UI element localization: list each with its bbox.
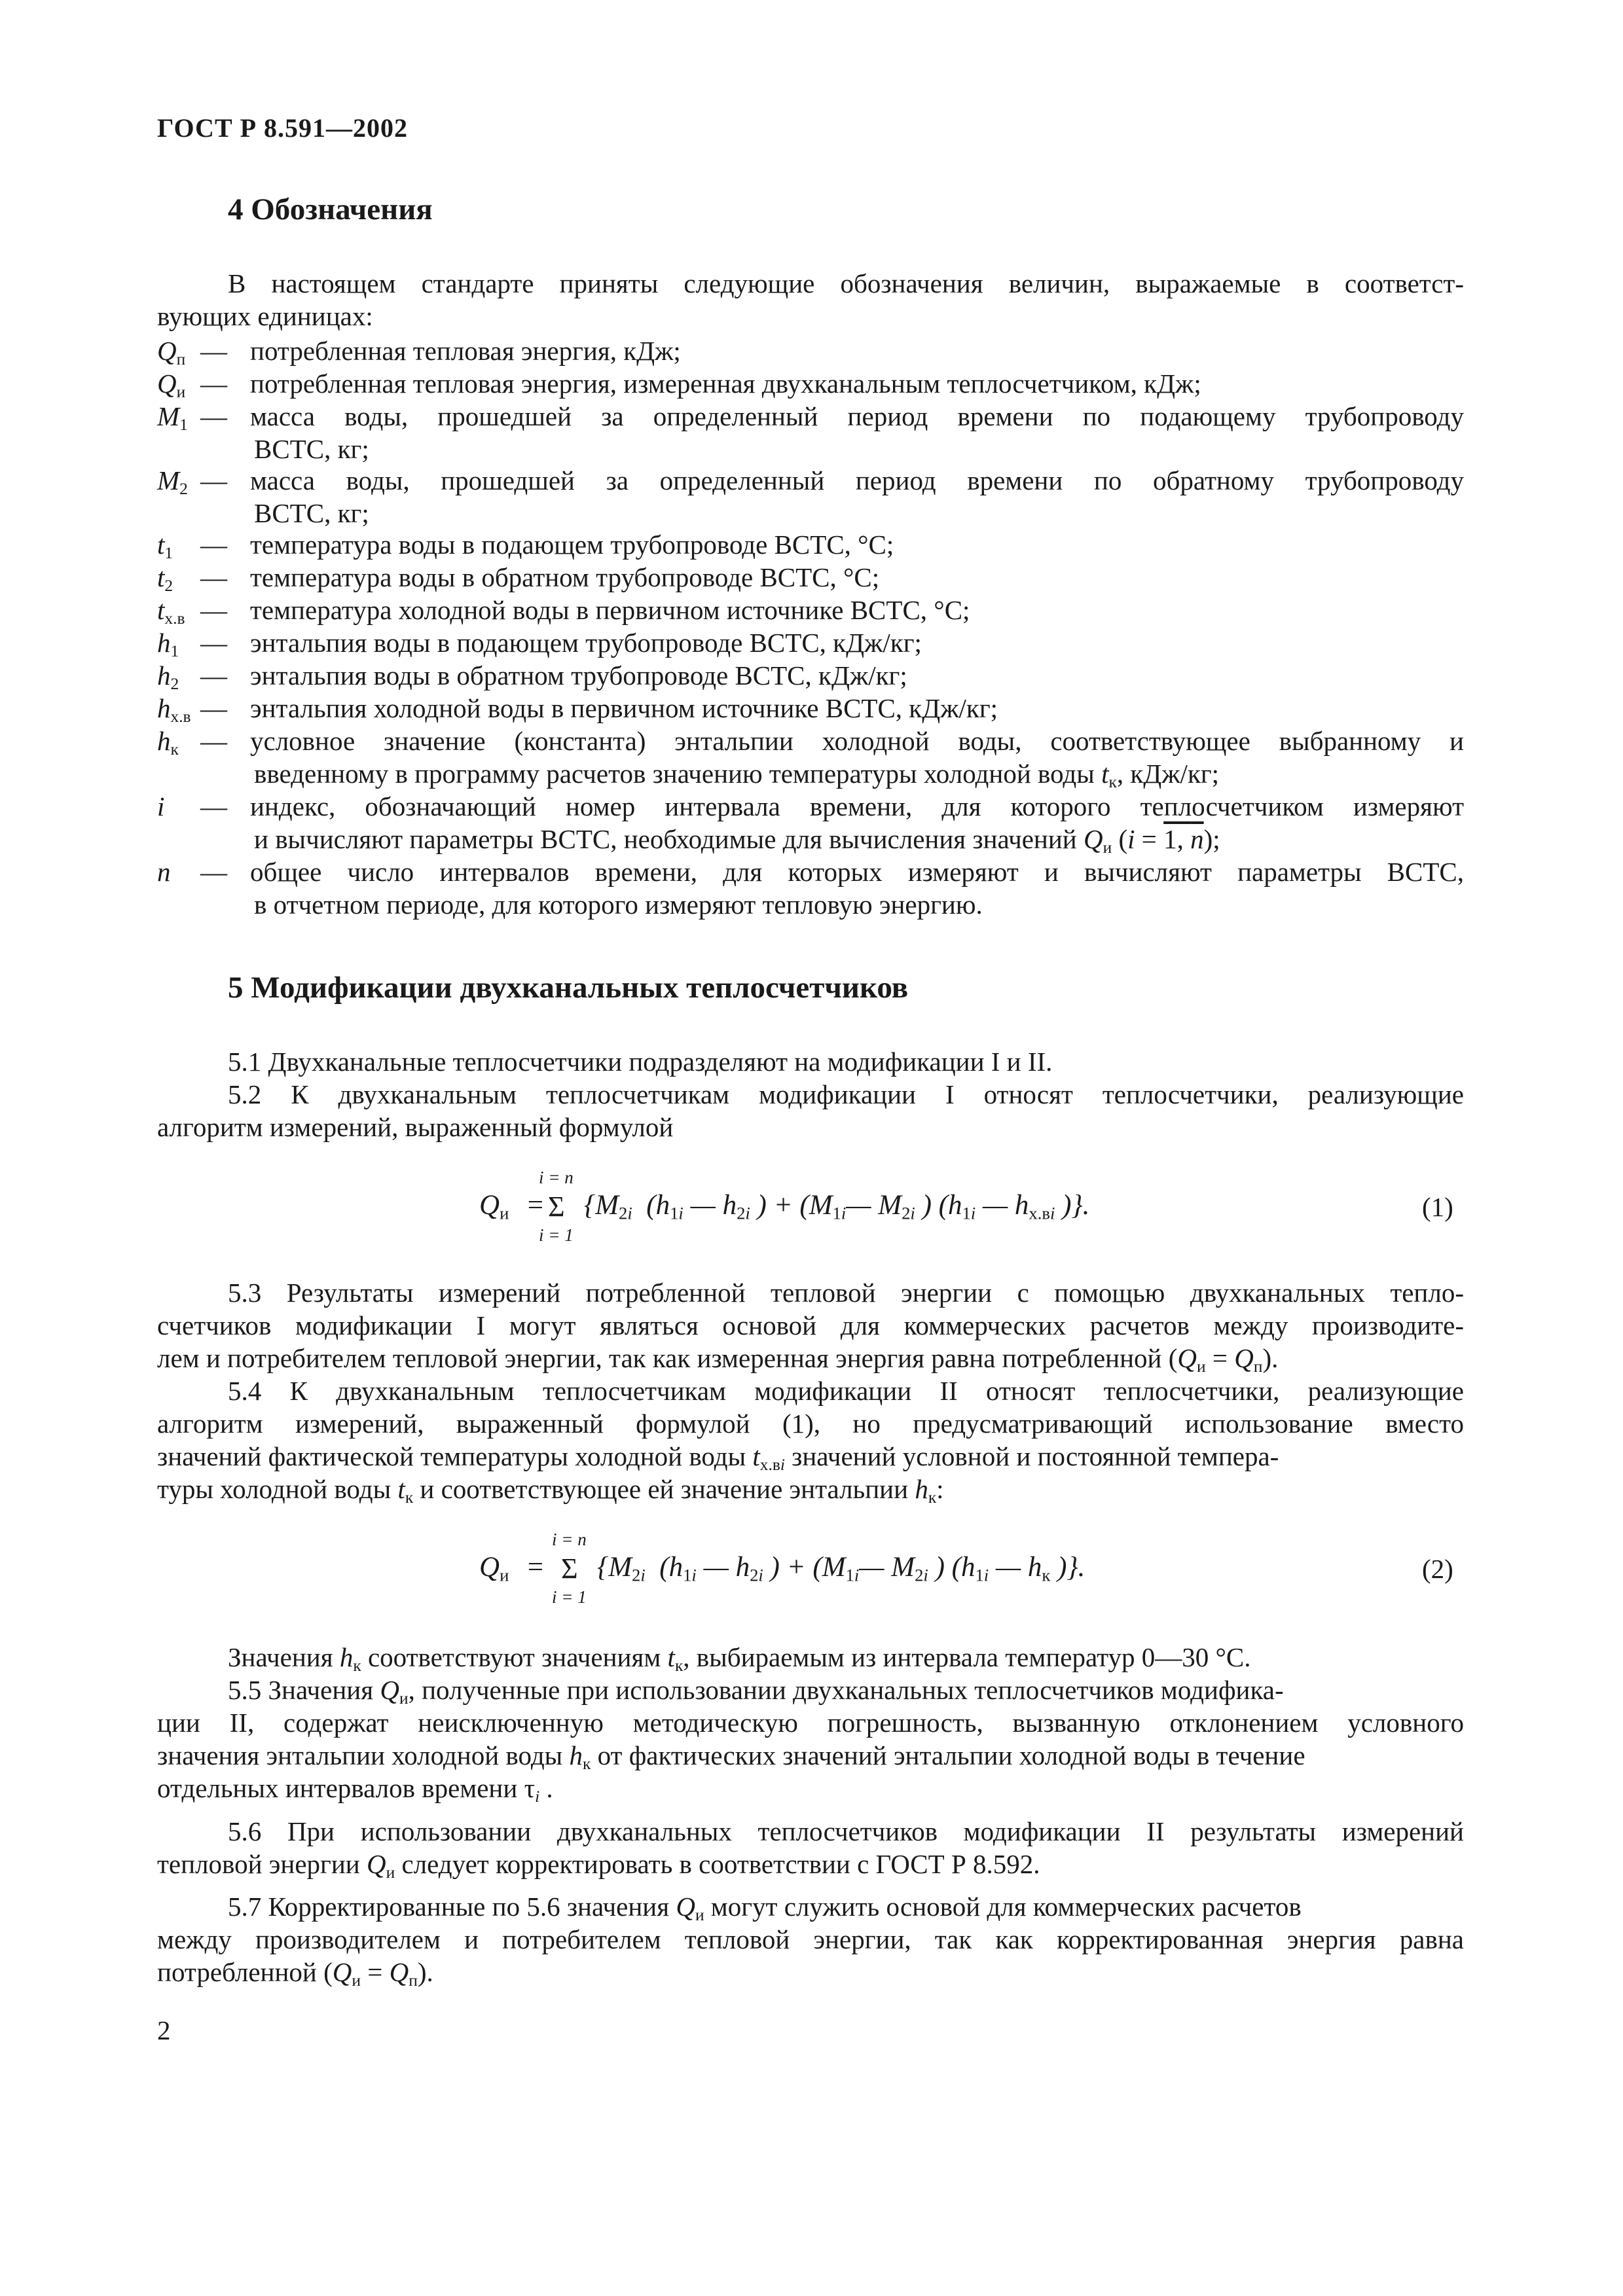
definition-text: индекс, обозначающий номер интервала времени, для которого теплосчетчиком измеряют <box>250 791 1464 821</box>
formula-1-lhs: $Q_и$ <box>479 1190 509 1223</box>
definition-text: энтальпия холодной воды в первичном источнике ВСТС, кДж/кг; <box>250 693 998 723</box>
formula-2-lhs: $Q_и$ <box>479 1552 509 1585</box>
definition-text-continued: введенному в программу расчетов значению температуры холодной воды $t_к$, кДж/кг; <box>254 759 1220 792</box>
definition-dash: — <box>200 726 227 756</box>
paragraph-5-4-line-2: алгоритм измерений, выраженный формулой (1), но предусматривающий использование вместо <box>157 1408 1464 1439</box>
paragraph-5-7-line-2: между производителем и потребителем тепловой энергии, так как корректированная энергия равна <box>157 1924 1464 1954</box>
definition-symbol: $M_2$ <box>157 465 188 499</box>
page-number: 2 <box>157 2015 171 2045</box>
section-4-title: 4 Обозначения <box>228 192 433 226</box>
formula-2-number: (2) <box>1422 1554 1453 1584</box>
section-4-intro-line-1: В настоящем стандарте приняты следующие обозначения величин, выражаемые в соответст- <box>228 268 1464 298</box>
definition-text-continued: в отчетном периоде, для которого измеряют тепловую энергию. <box>254 889 983 920</box>
formula-1-sigma: Σ <box>548 1191 565 1223</box>
formula-2-lower-limit: i = 1 <box>552 1587 587 1607</box>
definition-text: общее число интервалов времени, для которых измеряют и вычисляют параметры ВСТС, <box>250 857 1464 887</box>
paragraph-5-4-line-4: туры холодной воды $t_к$ и соответствующее ей значение энтальпии $h_к$: <box>157 1474 944 1507</box>
definition-dash: — <box>200 401 227 431</box>
definition-dash: — <box>200 529 227 560</box>
definition-dash: — <box>200 857 227 887</box>
definition-text: энтальпия воды в обратном трубопроводе ВСТС, кДж/кг; <box>250 660 907 691</box>
paragraph-5-3-line-3: лем и потребителем тепловой энергии, так как измеренная энергия равна потребленной $(Q_и = Q_п)$. <box>157 1343 1279 1376</box>
formula-2-body: {$M_{2i}$ ($h_{1i}$ — $h_{2i}$ ) + ($M_{1i}—$ $M_{2i}$ ) ($h_{1i}$ — $h_к$ )}. <box>597 1552 1085 1585</box>
formula-1-body: {$M_{2i}$ ($h_{1i}$ — $h_{2i}$ ) + ($M_{1i}—$ $M_{2i}$ ) ($h_{1i}$ — $h_{х.вi}$ )}. <box>584 1190 1090 1223</box>
formula-1-lower-limit: i = 1 <box>539 1225 574 1245</box>
definition-symbol: $h_{х.в}$ <box>157 693 191 726</box>
definition-text: масса воды, прошедшей за определенный период времени по обратному трубопроводу <box>250 465 1464 495</box>
paragraph-hk-values: Значения $h_к$ соответствуют значениям $t_к$, выбираемым из интервала температур 0—30 °С. <box>228 1642 1251 1676</box>
definition-symbol: $M_1$ <box>157 401 188 435</box>
definition-symbol: $Q_и$ <box>157 368 186 402</box>
formula-1-equals: = <box>526 1190 545 1221</box>
paragraph-5-7-line-1: 5.7 Корректированные по 5.6 значения $Q_и$ могут служить основой для коммерческих расчетов <box>228 1892 1302 1925</box>
paragraph-5-5-line-3: значения энтальпии холодной воды $h_к$ от фактических значений энтальпии холодной воды в течение <box>157 1740 1305 1774</box>
paragraph-5-2-line-1: 5.2 К двухканальным теплосчетчикам модификации I относят теплосчетчики, реализующие <box>228 1079 1464 1109</box>
definition-text: температура холодной воды в первичном источнике ВСТС, °С; <box>250 595 970 625</box>
paragraph-5-6-line-2: тепловой энергии $Q_и$ следует корректировать в соответствии с ГОСТ Р 8.592. <box>157 1849 1040 1882</box>
formula-2-sigma: Σ <box>561 1552 578 1585</box>
paragraph-5-3-line-2: счетчиков модификации I могут являться основой для коммерческих расчетов между производите- <box>157 1310 1464 1340</box>
paragraph-5-2-line-2: алгоритм измерений, выраженный формулой <box>157 1112 674 1142</box>
definition-text: условное значение (константа) энтальпии холодной воды, соответствующее выбранному и <box>250 726 1464 756</box>
definition-dash: — <box>200 628 227 658</box>
formula-2-upper-limit: i = n <box>552 1530 587 1549</box>
definition-dash: — <box>200 336 227 366</box>
standard-code: ГОСТ Р 8.591—2002 <box>157 113 409 143</box>
paragraph-5-5-line-1: 5.5 Значения $Q_и$, полученные при использовании двухканальных теплосчетчиков модифика- <box>228 1675 1284 1708</box>
definition-symbol: $Q_п$ <box>157 336 186 369</box>
definition-symbol: $t_1$ <box>157 529 173 563</box>
paragraph-5-3-line-1: 5.3 Результаты измерений потребленной тепловой энергии с помощью двухканальных тепло- <box>228 1278 1464 1308</box>
paragraph-5-4-line-3: значений фактической температуры холодной воды $t_{х.вi}$ значений условной и постоянной темпера- <box>157 1441 1279 1475</box>
definition-symbol: $h_2$ <box>157 660 179 694</box>
definition-text: температура воды в обратном трубопроводе ВСТС, °С; <box>250 562 880 592</box>
definition-dash: — <box>200 595 227 625</box>
section-5-title: 5 Модификации двухканальных теплосчетчиков <box>228 971 909 1005</box>
definition-dash: — <box>200 660 227 691</box>
definition-symbol: $t_{х.в}$ <box>157 595 185 628</box>
definition-text: потребленная тепловая энергия, измеренная двухканальным теплосчетчиком, кДж; <box>250 368 1201 399</box>
definition-symbol: i <box>157 791 165 821</box>
definition-symbol: $t_2$ <box>157 562 173 596</box>
definition-text: температура воды в подающем трубопроводе ВСТС, °С; <box>250 529 894 560</box>
definition-symbol: $h_к$ <box>157 726 179 759</box>
definition-dash: — <box>200 791 227 821</box>
definition-symbol: n <box>157 857 171 887</box>
formula-1-upper-limit: i = n <box>539 1168 574 1187</box>
definition-text: масса воды, прошедшей за определенный период времени по подающему трубопроводу <box>250 401 1464 431</box>
section-4-intro-line-2: вующих единицах: <box>157 301 373 331</box>
definition-text: энтальпия воды в подающем трубопроводе ВСТС, кДж/кг; <box>250 628 922 658</box>
formula-2-equals: = <box>526 1552 545 1583</box>
definition-dash: — <box>200 562 227 592</box>
definition-dash: — <box>200 368 227 399</box>
paragraph-5-7-line-3: потребленной $(Q_и = Q_п)$. <box>157 1957 433 1990</box>
paragraph-5-6-line-1: 5.6 При использовании двухканальных теплосчетчиков модификации II результаты измерений <box>228 1816 1464 1846</box>
definition-dash: — <box>200 693 227 723</box>
definition-text: потребленная тепловая энергия, кДж; <box>250 336 681 366</box>
definition-text-continued: и вычисляют параметры ВСТС, необходимые для вычисления значений $Q_и$ (i = 1, n); <box>254 824 1220 857</box>
paragraph-5-4-line-1: 5.4 К двухканальным теплосчетчикам модификации II относят теплосчетчики, реализующие <box>228 1376 1464 1406</box>
definition-text-continued: ВСТС, кг; <box>254 434 369 464</box>
paragraph-5-1: 5.1 Двухканальные теплосчетчики подразделяют на модификации I и II. <box>228 1047 1053 1077</box>
definition-dash: — <box>200 465 227 495</box>
paragraph-5-5-line-4: отдельных интервалов времени $\tau_i$ . <box>157 1773 553 1806</box>
paragraph-5-5-line-2: ции II, содержат неисключенную методическую погрешность, вызванную отклонением условного <box>157 1708 1464 1738</box>
formula-1-number: (1) <box>1422 1192 1453 1222</box>
definition-text-continued: ВСТС, кг; <box>254 498 369 528</box>
definition-symbol: $h_1$ <box>157 628 179 661</box>
